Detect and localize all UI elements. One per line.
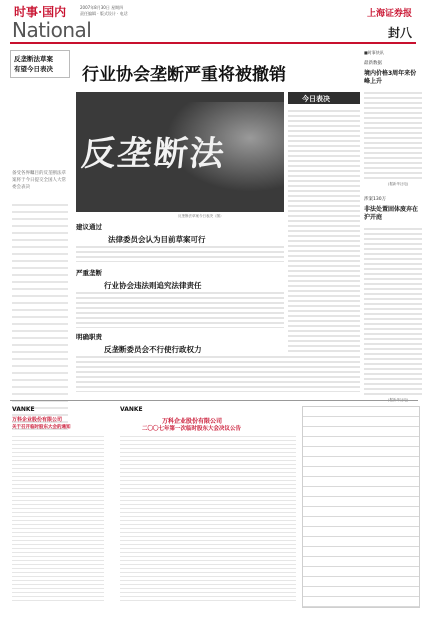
ad-1-lines bbox=[12, 434, 104, 602]
ad-1 bbox=[10, 406, 106, 606]
date-line: 2007年8月30日 星期四 bbox=[80, 5, 124, 10]
left-box-title-2: 有望今日表决 bbox=[14, 65, 53, 73]
bottom-label: 涉案130万 bbox=[364, 197, 387, 202]
top-title: 境内价格3周年来份峰上升 bbox=[364, 70, 417, 85]
section-2-title: 行业协会违法则追究法律责任 bbox=[104, 281, 202, 290]
news-label: ■时事快讯 bbox=[364, 50, 384, 55]
section-title-en: National bbox=[12, 18, 92, 42]
main-headline: 行业协会垄断严重将被撤销 bbox=[82, 65, 286, 85]
top-label: 最新数据 bbox=[364, 61, 382, 66]
ad-1-title: 万科企业股份有限公司 bbox=[12, 417, 63, 423]
section-3 bbox=[76, 332, 360, 394]
ad-2 bbox=[120, 406, 296, 606]
section-3-title: 反垄断委员会不行使行政权力 bbox=[104, 345, 202, 354]
page-number: 封八 bbox=[387, 26, 412, 40]
masthead bbox=[0, 0, 426, 46]
ad-area bbox=[10, 400, 418, 614]
ad-2-subtitle: 二〇〇七年第一次临时股东大会决议公告 bbox=[142, 426, 242, 432]
section-2-lines bbox=[76, 290, 284, 328]
section-2 bbox=[76, 268, 284, 328]
ad-2-company: VANKE bbox=[120, 406, 143, 413]
section-1 bbox=[76, 222, 284, 262]
lead-photo bbox=[76, 92, 284, 212]
left-body-text: 备受各界瞩目的反垄断法草案将于今日提交全国人大常委会表决 bbox=[12, 171, 66, 190]
paper-name: 上海证券报 bbox=[366, 9, 412, 19]
ad-2-title: 万科企业股份有限公司 bbox=[162, 418, 223, 425]
bottom-title: 非法处置固体废弃在沪开庭 bbox=[364, 206, 419, 221]
section-2-label: 严重垄断 bbox=[76, 269, 102, 277]
side-article-lines bbox=[288, 108, 360, 356]
ad-1-subtitle: 关于召开临时股东大会的通知 bbox=[12, 425, 71, 430]
section-1-title: 法律委员会认为目前草案可行 bbox=[108, 235, 206, 244]
masthead-rule bbox=[10, 42, 416, 44]
section-3-label: 明确职责 bbox=[76, 333, 102, 341]
ad-3-table bbox=[302, 406, 420, 608]
section-title: 时事·国内 bbox=[14, 5, 67, 19]
ad-1-company: VANKE bbox=[12, 406, 35, 413]
section-3-lines bbox=[76, 354, 360, 392]
photo-caption: 反垄断法草案今日表决（图） bbox=[178, 214, 224, 218]
ad-rule bbox=[10, 400, 418, 401]
left-box-title-1: 反垄断法草案 bbox=[14, 55, 53, 63]
ad-2-lines bbox=[120, 434, 296, 602]
photo-screen-text: 反垄断法 bbox=[79, 134, 228, 174]
top-source: (据新华社电) bbox=[388, 182, 409, 186]
editor-line: 责任编辑 · 版式设计 · 电话 bbox=[80, 11, 128, 16]
top-lines bbox=[364, 90, 422, 180]
section-1-label: 建议通过 bbox=[76, 223, 102, 231]
section-1-lines bbox=[76, 244, 284, 262]
today-label: 今日表决 bbox=[302, 95, 330, 103]
bottom-lines bbox=[364, 226, 422, 396]
